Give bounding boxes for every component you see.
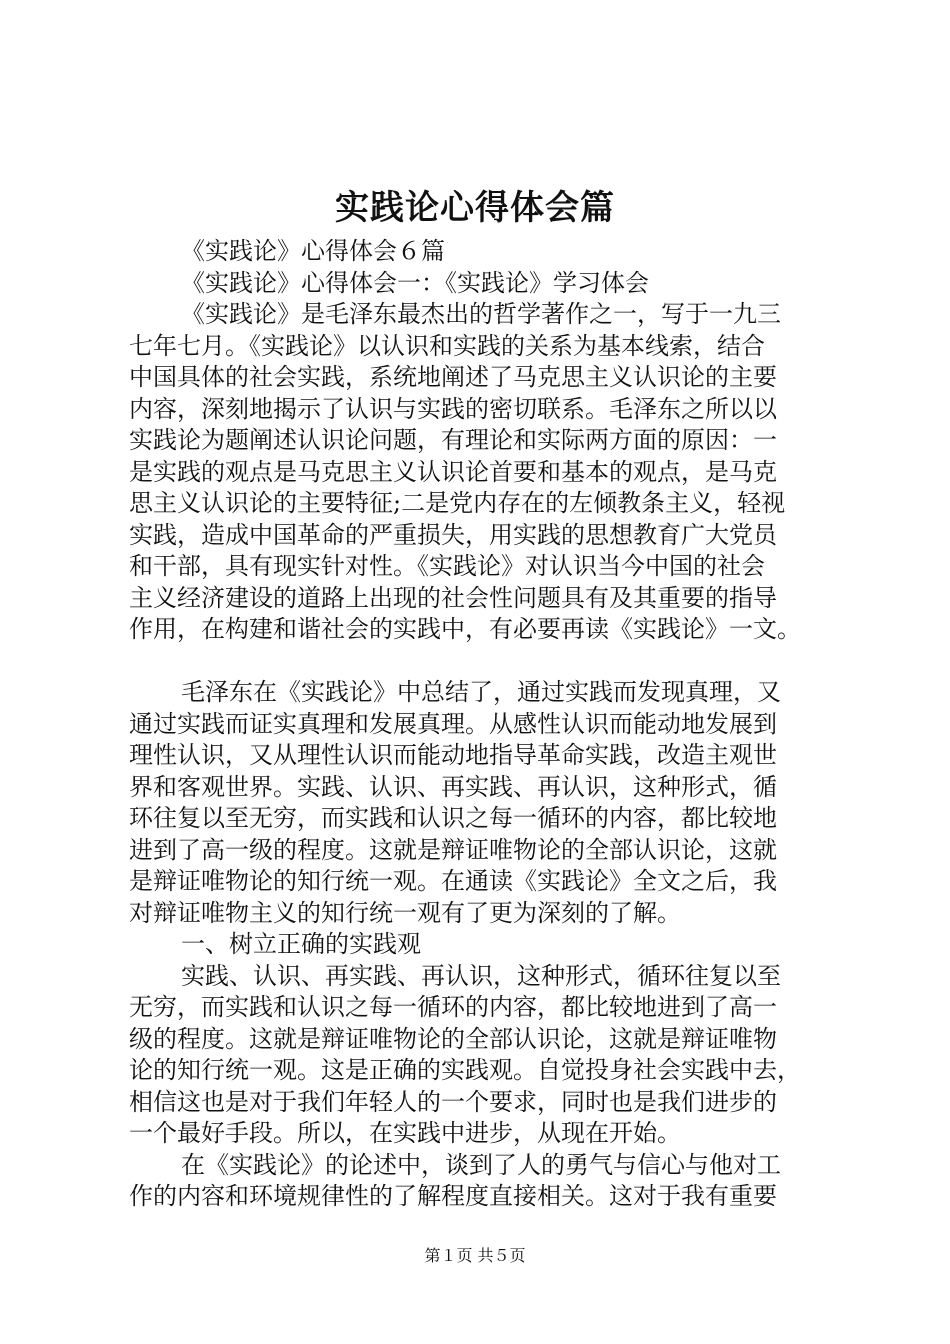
text-line: 一、树立正确的实践观 xyxy=(181,930,421,958)
text-line: 相信这也是对于我们年轻人的一个要求，同时也是我们进步的 xyxy=(129,1087,777,1116)
text-line: 一个最好手段。所以，在实践中进步，从现在开始。 xyxy=(129,1119,681,1147)
document-title: 实践论心得体会篇 xyxy=(335,188,615,228)
text-line: 对辩证唯物主义的知行统一观有了更为深刻的了解。 xyxy=(129,898,681,927)
text-line: 环往复以至无穷，而实践和认识之每一循环的内容，都比较地 xyxy=(129,804,777,832)
page-footer: 第１页 共５页 xyxy=(424,1246,526,1265)
text-line: 思主义认识论的主要特征;二是党内存在的左倾教条主义，轻视 xyxy=(129,489,786,517)
document-body xyxy=(129,236,829,1213)
text-line: 《实践论》心得体会一：《实践论》学习体会 xyxy=(181,268,649,297)
text-line: 《实践论》是毛泽东最杰出的哲学著作之一，写于一九三 xyxy=(181,300,781,328)
text-line: 《实践论》心得体会６篇 xyxy=(181,237,445,265)
text-line xyxy=(129,646,829,678)
text-line: 实践论为题阐述认识论问题，有理论和实际两方面的原因：一 xyxy=(129,426,777,454)
text-line: 作用，在构建和谐社会的实践中，有必要再读《实践论》一文。 xyxy=(129,615,801,643)
text-line: 在《实践论》的论述中，谈到了人的勇气与信心与他对工 xyxy=(181,1150,781,1179)
text-line: 界和客观世界。实践、认识、再实践、再认识，这种形式，循 xyxy=(129,772,777,801)
text-line: 论的知行统一观。这是正确的实践观。自觉投身社会实践中去， xyxy=(129,1056,801,1084)
text-line: 作的内容和环境规律性的了解程度直接相关。这对于我有重要 xyxy=(129,1182,777,1210)
text-line: 理性认识，又从理性认识而能动地指导革命实践，改造主观世 xyxy=(129,741,777,769)
text-line: 是实践的观点是马克思主义认识论首要和基本的观点，是马克 xyxy=(129,457,777,486)
text-line: 和干部，具有现实针对性。《实践论》对认识当今中国的社会 xyxy=(129,552,765,580)
text-line: 实践，造成中国革命的严重损失，用实践的思想教育广大党员 xyxy=(129,520,777,549)
text-line: 实践、认识、再实践、再认识，这种形式，循环往复以至 xyxy=(181,961,781,990)
text-line: 无穷，而实践和认识之每一循环的内容，都比较地进到了高一 xyxy=(129,993,777,1021)
text-line: 中国具体的社会实践，系统地阐述了马克思主义认识论的主要 xyxy=(129,363,777,391)
text-line: 主义经济建设的道路上出现的社会性问题具有及其重要的指导 xyxy=(129,583,777,612)
text-line: 毛泽东在《实践论》中总结了，通过实践而发现真理，又 xyxy=(181,678,781,706)
text-line: 通过实践而证实真理和发展真理。从感性认识而能动地发展到 xyxy=(129,709,777,738)
text-line: 进到了高一级的程度。这就是辩证唯物论的全部认识论，这就 xyxy=(129,835,777,864)
text-line: 级的程度。这就是辩证唯物论的全部认识论，这就是辩证唯物 xyxy=(129,1024,777,1053)
text-line: 是辩证唯物论的知行统一观。在通读《实践论》全文之后，我 xyxy=(129,867,777,895)
text-line: 内容，深刻地揭示了认识与实践的密切联系。毛泽东之所以以 xyxy=(129,394,777,423)
text-line: 七年七月。《实践论》以认识和实践的关系为基本线索，结合 xyxy=(129,331,765,360)
